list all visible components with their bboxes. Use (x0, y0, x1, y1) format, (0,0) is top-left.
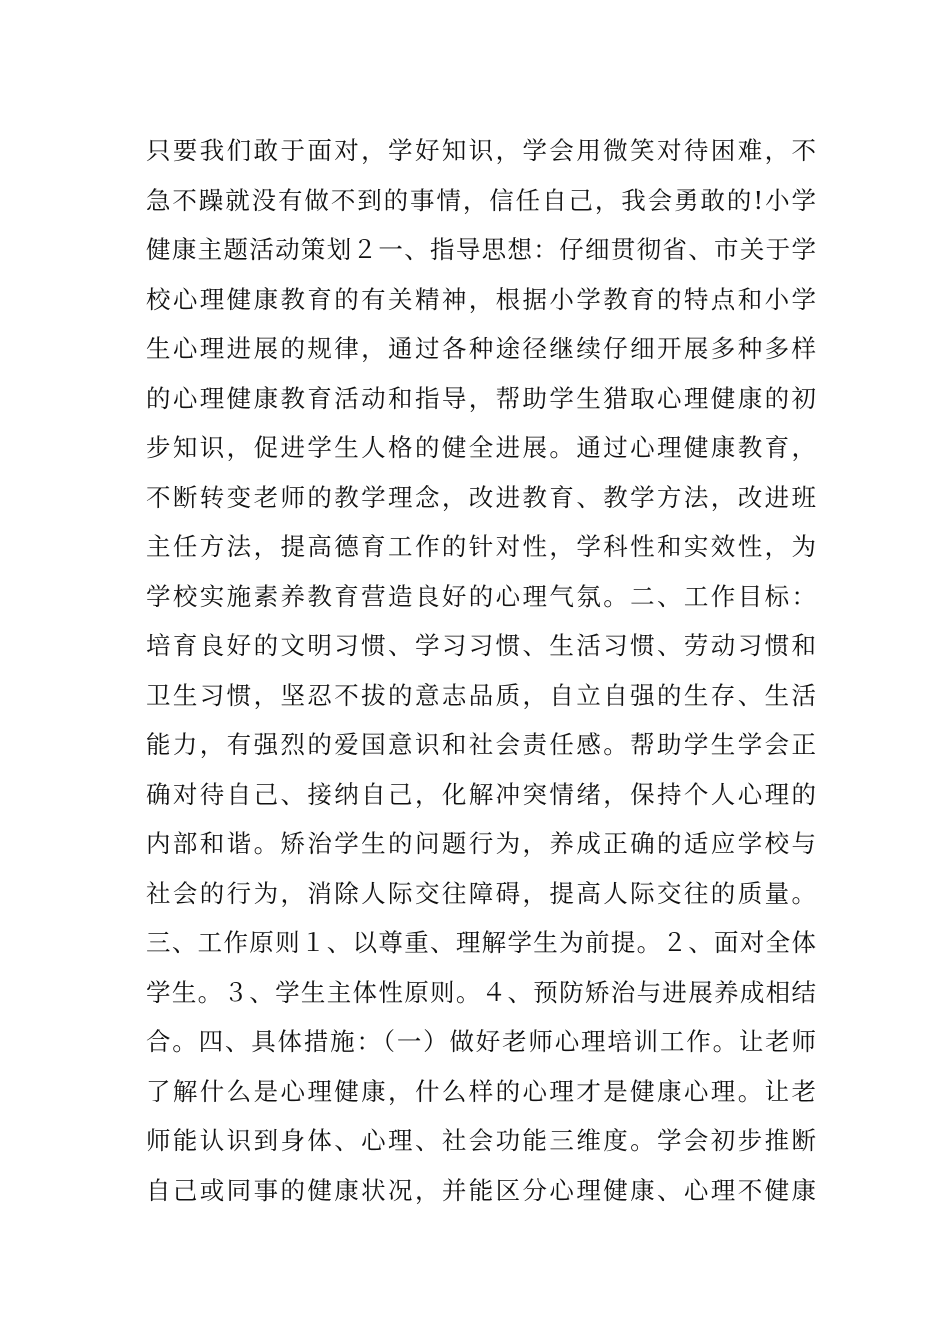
text-line: 步知识，促进学生人格的健全进展。通过心理健康教育， (146, 433, 816, 462)
text-line: 合。四、具体措施：（一）做好老师心理培训工作。让老师 (146, 1027, 816, 1056)
text-line: 三、工作原则１、以尊重、理解学生为前提。２、面对全体 (146, 928, 816, 957)
body-text (146, 126, 816, 1215)
text-line: 健康主题活动策划２一、指导思想：仔细贯彻省、市关于学 (146, 235, 816, 264)
text-line: 校心理健康教育的有关精神，根据小学教育的特点和小学 (146, 284, 816, 314)
text-line: 只要我们敢于面对，学好知识，学会用微笑对待困难，不 (146, 136, 816, 165)
text-line: 能力，有强烈的爱国意识和社会责任感。帮助学生学会正 (146, 730, 816, 759)
text-line: 卫生习惯，坚忍不拔的意志品质，自立自强的生存、生活 (146, 680, 816, 710)
text-line: 学生。３、学生主体性原则。４、预防矫治与进展养成相结 (146, 977, 816, 1007)
text-line: 不断转变老师的教学理念，改进教育、教学方法，改进班 (146, 482, 816, 512)
text-line: 急不躁就没有做不到的事情，信任自己，我会勇敢的!小学 (146, 185, 816, 215)
text-line: 培育良好的文明习惯、学习习惯、生活习惯、劳动习惯和 (146, 631, 816, 660)
text-line: 主任方法，提高德育工作的针对性，学科性和实效性，为 (146, 532, 816, 561)
text-line: 了解什么是心理健康，什么样的心理才是健康心理。让老 (146, 1076, 816, 1106)
text-line: 自己或同事的健康状况，并能区分心理健康、心理不健康 (146, 1175, 816, 1205)
text-line: 生心理进展的规律，通过各种途径继续仔细开展多种多样 (146, 334, 816, 363)
text-line: 师能认识到身体、心理、社会功能三维度。学会初步推断 (146, 1126, 816, 1155)
text-line: 的心理健康教育活动和指导，帮助学生猎取心理健康的初 (146, 383, 816, 413)
text-line: 内部和谐。矫治学生的问题行为，养成正确的适应学校与 (146, 829, 816, 858)
text-line: 学校实施素养教育营造良好的心理气氛。二、工作目标： (146, 581, 816, 611)
text-line: 确对待自己、接纳自己，化解冲突情绪，保持个人心理的 (146, 779, 816, 809)
text-line: 社会的行为，消除人际交往障碍，提高人际交往的质量。 (146, 878, 816, 908)
